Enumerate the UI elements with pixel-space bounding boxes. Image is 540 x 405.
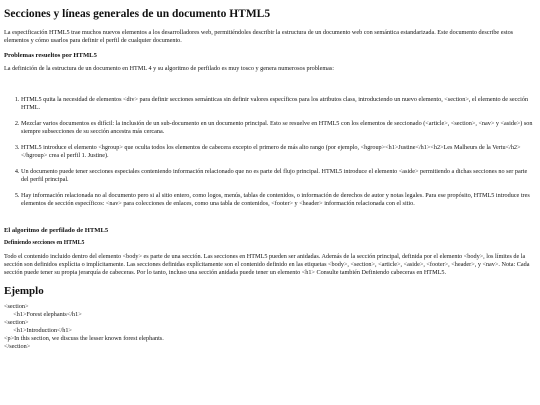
problems-lead: La definición de la estructura de un documento en HTML 4 y su algoritmo de perfilado es muy tosco y genera numerosos problemas: — [4, 65, 335, 72]
example-heading: Ejemplo — [4, 285, 44, 297]
code-line: <h1>Forest elephants</h1> — [4, 311, 82, 318]
algorithm-paragraph: Todo el contenido incluido dentro del elemento <body> es parte de una sección. Las secciones en HTML5 pueden ser anidadas. Además de la sección principal, definida por el elemento <body>, los límites de la sección son definidos explícita o implícitamente. Las secciones definidas explícitamente son el contenido definido en las etiquetas <body>, <section>, <article>, <aside>, <footer>, <header>, y <nav>. Nota: Cada sección puede tener su propia jerarquía de cabeceras. Por lo tanto, incluso una sección anidada puede tener un elemento <h1> Consulte también Definiendo cabeceras en HTML5. — [4, 253, 530, 276]
code-line: </section> — [4, 343, 31, 350]
code-line: <h1>Introduction</h1> — [4, 327, 72, 334]
list-item: 3. HTML5 introduce el elemento <hgroup> que oculta todos los elementos de cabecera excepto el primero de más alto rango (por ejemplo, <hgroup><h1>Justine</h1><h2>Les Malheurs de la Vertu</h2></hgroup> crea el perfil 1. Justine). — [21, 144, 536, 160]
example-code-block — [4, 303, 536, 351]
problems-list — [4, 96, 536, 208]
algorithm-subheading: Definiendo secciones en HTML5 — [4, 240, 85, 246]
list-item: 1. HTML5 quita la necesidad de elementos <div> para definir secciones semánticas sin definir valores específicos para los atributos class, introduciendo un nuevo elemento, <section>, el elemento de sección HTML. — [21, 96, 536, 112]
code-line: <section> — [4, 303, 29, 310]
page-title: Secciones y líneas generales de un documento HTML5 — [4, 8, 271, 20]
intro-paragraph: La especificación HTML5 trae muchos nuevos elementos a los desarrolladores web, permitiéndoles describir la estructura de un documento web con semántica estandarizada. Este documento describe estos elementos y cómo usarlos para definir el perfil de cualquier documento. — [4, 29, 514, 44]
list-item: 4. Un documento puede tener secciones especiales conteniendo información relacionado que no es parte del flujo principal. HTML5 introduce el elemento <aside> permitiendo a dichas secciones no ser parte del perfil principal. — [21, 168, 536, 184]
list-item: 2. Mezclar varios documentos es difícil: la inclusión de un sub-documento en un documento principal. Esto se resuelve en HTML5 con los elementos de seccionado (<article>, <section>, <nav> y <aside>) son siempre subsecciones de su sección ancestra más cercana. — [21, 120, 536, 136]
problems-heading: Problemas resueltos por HTML5 — [4, 52, 97, 59]
algorithm-heading: El algoritmo de perfilado de HTML5 — [4, 227, 109, 234]
code-line: <section> — [4, 319, 29, 326]
code-line: <p>In this section, we discuss the lesser known forest elephants. — [4, 335, 164, 342]
list-item: 5. Hay información relacionada no al documento pero si al sitio entero, como logos, menús, tablas de contenidos, o información de derechos de autor y notas legales. Para ese propósito, HTML5 introduce tres elementos de sección específicos: <nav> para colecciones de enlaces, como una tabla de contenidos, <footer> y <header> información relacionada con el sitio. — [21, 192, 536, 208]
